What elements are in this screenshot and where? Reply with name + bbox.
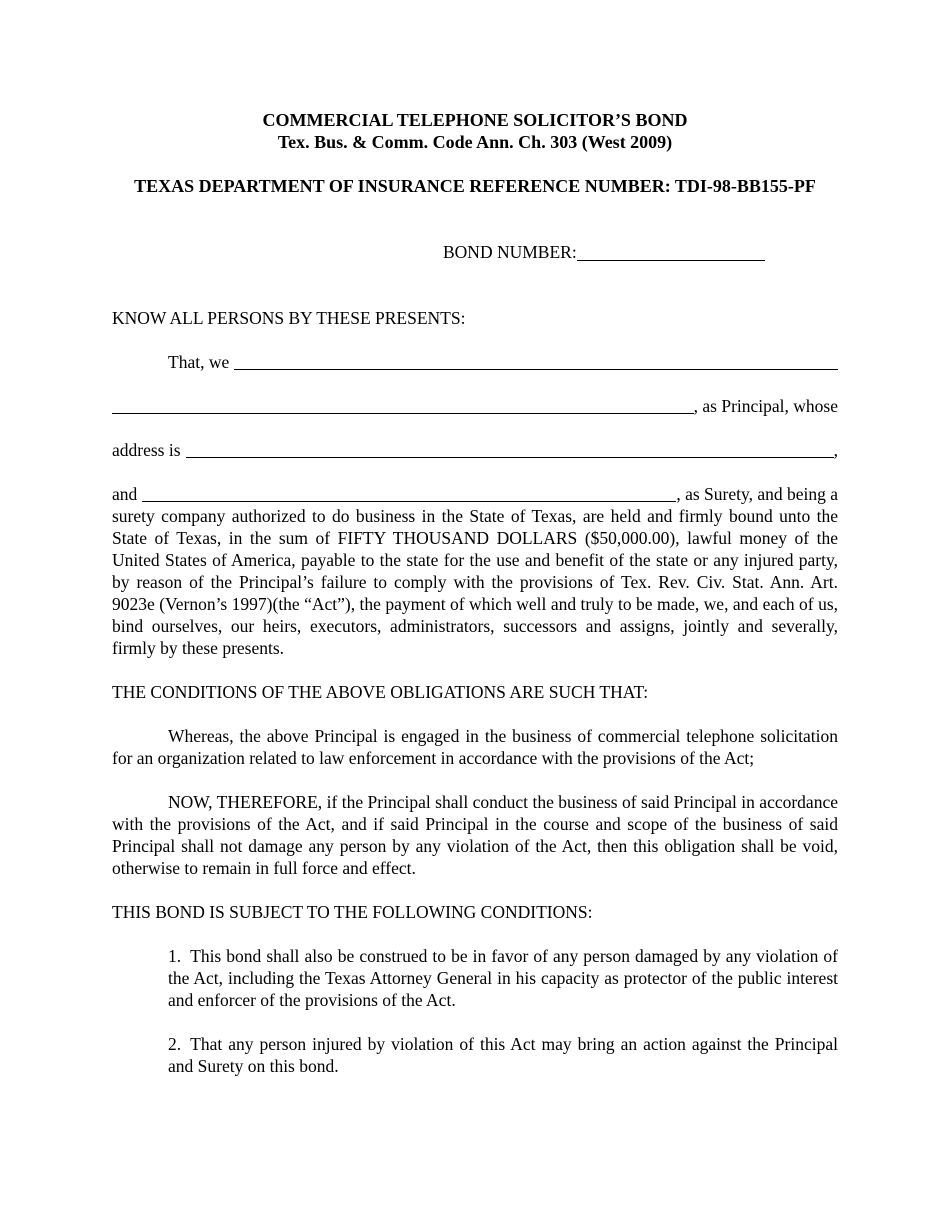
address-is-label: address is — [112, 440, 181, 460]
bond-number-label: BOND NUMBER: — [443, 242, 577, 262]
principal-name-blank-continued[interactable] — [112, 395, 694, 414]
conditions-header: THE CONDITIONS OF THE ABOVE OBLIGATIONS ARE SUCH THAT: — [112, 682, 649, 702]
subject-to-conditions-header: THIS BOND IS SUBJECT TO THE FOLLOWING CONDITIONS: — [112, 902, 593, 922]
principal-name-line-2 — [112, 395, 838, 417]
principal-address-line — [112, 439, 838, 461]
bond-number-blank[interactable] — [577, 258, 765, 261]
doc-subtitle: Tex. Bus. & Comm. Code Ann. Ch. 303 (West 2009) — [277, 132, 673, 152]
condition-2-text: That any person injured by violation of this Act may bring an action against the Principal and Surety on this bond. — [168, 1034, 838, 1076]
that-we-label: That, we — [168, 352, 230, 372]
surety-suffix-label: , as Surety, and being a — [676, 484, 838, 504]
condition-item-1 — [168, 945, 838, 1011]
principal-address-blank[interactable] — [186, 439, 834, 458]
surety-name-blank[interactable] — [142, 483, 676, 502]
principal-suffix-label: , as Principal, whose — [693, 396, 838, 416]
tdi-reference-line: TEXAS DEPARTMENT OF INSURANCE REFERENCE NUMBER: TDI-98-BB155-PF — [134, 176, 816, 196]
principal-name-blank[interactable] — [234, 351, 838, 370]
and-label: and — [112, 484, 138, 504]
surety-name-line — [112, 483, 838, 505]
whereas-paragraph: Whereas, the above Principal is engaged in the business of commercial telephone solicitation for an organization related to law enforcement in accordance with the provisions of the Act; — [112, 726, 838, 768]
opening-clause: KNOW ALL PERSONS BY THESE PRESENTS: — [112, 308, 466, 328]
principal-name-line-1 — [112, 351, 838, 373]
therefore-paragraph: NOW, THEREFORE, if the Principal shall conduct the business of said Principal in accordance with the provisions of the Act, and if said Principal in the course and scope of the business of said Principal shall not damage any person by any violation of the Act, then this obligation shall be void, otherwise to remain in full force and effect. — [112, 792, 838, 878]
obligation-paragraph: surety company authorized to do business in the State of Texas, are held and firmly bound unto the State of Texas, in the sum of FIFTY THOUSAND DOLLARS ($50,000.00), lawful money of the United States of America, payable to the state for the use and benefit of the state or any injured party, by reason of the Principal’s failure to comply with the provisions of Tex. Rev. Civ. Stat. Ann. Art. 9023e (Vernon’s 1997)(the “Act”), the payment of which well and truly to be made, we, and each of us, bind ourselves, our heirs, executors, administrators, successors and assigns, jointly and severally, firmly by these presents. — [112, 506, 838, 658]
condition-2-number: 2. — [168, 1034, 182, 1054]
condition-item-2 — [168, 1033, 838, 1077]
address-suffix-label: , — [833, 440, 838, 460]
condition-1-number: 1. — [168, 946, 182, 966]
bond-number-row — [112, 241, 838, 263]
doc-title: COMMERCIAL TELEPHONE SOLICITOR’S BOND — [262, 110, 688, 130]
document-header — [112, 109, 838, 153]
condition-1-text: This bond shall also be construed to be in favor of any person damaged by any violation of the Act, including the Texas Attorney General in his capacity as protector of the public interest and enforcer of the provisions of the Act. — [168, 946, 838, 1010]
